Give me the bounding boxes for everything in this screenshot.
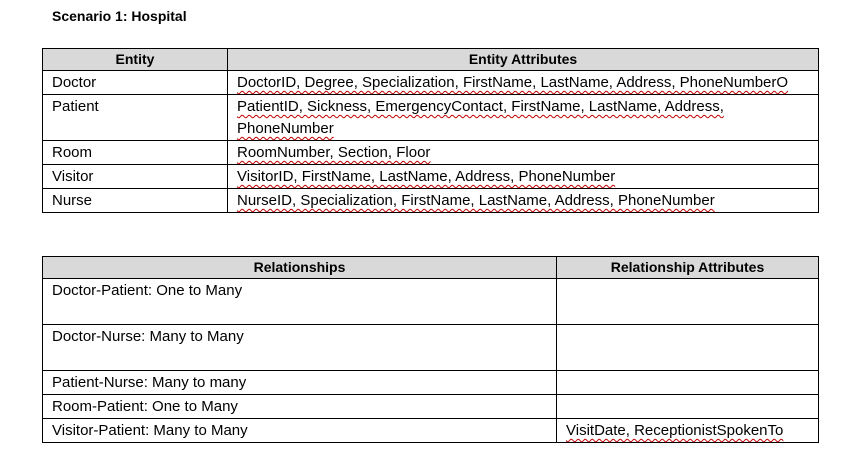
relationship-name: Visitor-Patient: Many to Many <box>43 419 557 443</box>
entity-attributes: DoctorID, Degree, Specialization, FirstName, LastName, Address, PhoneNumberO <box>228 71 819 95</box>
relationship-name: Patient-Nurse: Many to many <box>43 371 557 395</box>
entity-name: Visitor <box>43 165 228 189</box>
table-header-row <box>43 49 819 71</box>
column-header-entity-attributes: Entity Attributes <box>228 49 819 71</box>
entity-attributes: RoomNumber, Section, Floor <box>228 141 819 165</box>
column-header-relationship-attributes: Relationship Attributes <box>557 257 819 279</box>
entity-attributes: VisitorID, FirstName, LastName, Address, PhoneNumber <box>228 165 819 189</box>
entity-attributes: PatientID, Sickness, EmergencyContact, FirstName, LastName, Address, PhoneNumber <box>228 95 819 141</box>
entity-name: Room <box>43 141 228 165</box>
table-row <box>43 279 819 325</box>
entity-attributes: NurseID, Specialization, FirstName, LastName, Address, PhoneNumber <box>228 189 819 213</box>
relationship-attributes <box>557 395 819 419</box>
table-row <box>43 325 819 371</box>
entity-name: Doctor <box>43 71 228 95</box>
entity-table <box>42 48 819 213</box>
entity-name: Patient <box>43 95 228 141</box>
page-title: Scenario 1: Hospital <box>52 8 187 24</box>
table-row <box>43 141 819 165</box>
table-header-row <box>43 257 819 279</box>
table-row <box>43 71 819 95</box>
table-row <box>43 189 819 213</box>
table-row <box>43 95 819 141</box>
relationship-name: Doctor-Patient: One to Many <box>43 279 557 325</box>
table-row <box>43 371 819 395</box>
relationship-name: Room-Patient: One to Many <box>43 395 557 419</box>
relationship-attributes <box>557 371 819 395</box>
column-header-entity: Entity <box>43 49 228 71</box>
relationship-name: Doctor-Nurse: Many to Many <box>43 325 557 371</box>
table-row <box>43 419 819 443</box>
column-header-relationships: Relationships <box>43 257 557 279</box>
relationship-attributes <box>557 279 819 325</box>
relationship-table <box>42 256 819 443</box>
entity-name: Nurse <box>43 189 228 213</box>
table-row <box>43 165 819 189</box>
relationship-attributes <box>557 325 819 371</box>
relationship-attributes: VisitDate, ReceptionistSpokenTo <box>557 419 819 443</box>
table-row <box>43 395 819 419</box>
